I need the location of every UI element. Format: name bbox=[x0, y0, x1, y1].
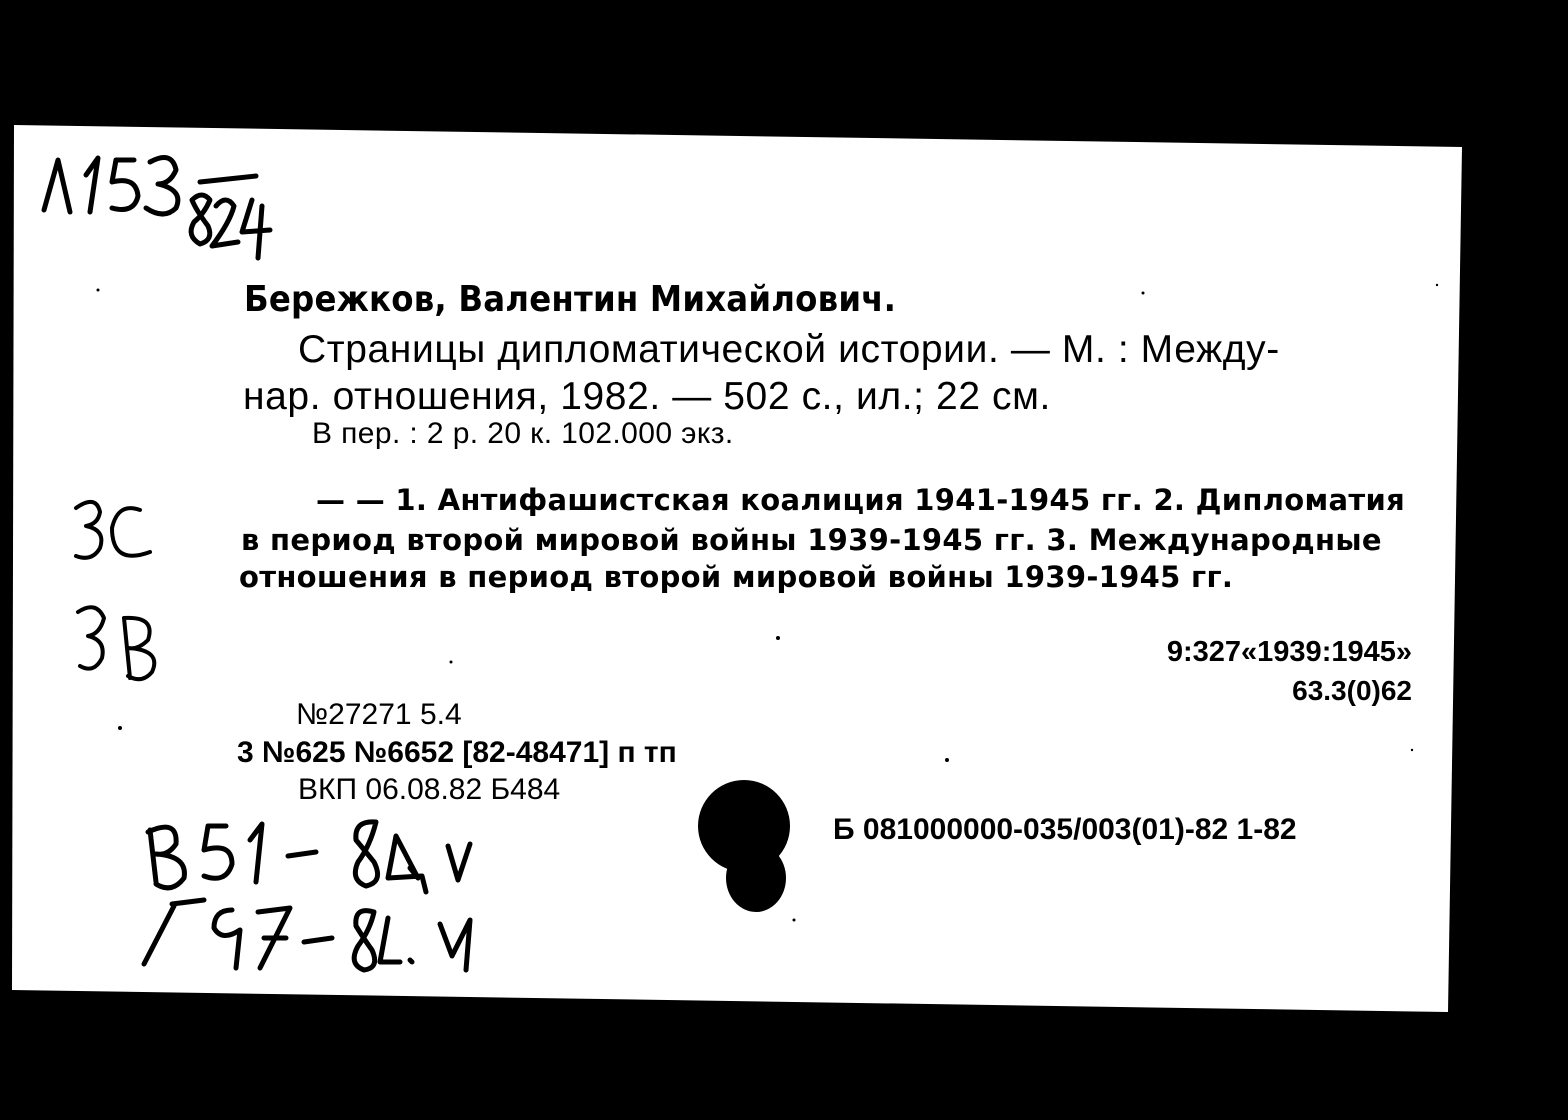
margin-note-3c bbox=[76, 502, 150, 558]
price-line: В пер. : 2 р. 20 к. 102.000 экз. bbox=[312, 417, 734, 450]
bottom-handwritten-notes bbox=[144, 822, 470, 970]
card-number-line-1: №27271 5.4 bbox=[296, 698, 462, 731]
subjects-line-1: — — 1. Антифашистская коалиция 1941-1945 гг. 2. Дипломатия bbox=[316, 483, 1406, 517]
card-number-line-3: ВКП 06.08.82 Б484 bbox=[298, 773, 561, 806]
bbk-code: 63.3(0)62 bbox=[1292, 675, 1412, 706]
card-number-line-2: 3 №625 №6652 [82-48471] п тп bbox=[237, 736, 677, 769]
margin-note-3v bbox=[78, 607, 154, 679]
title-line-2: нар. отношения, 1982. — 502 с., ил.; 22 см. bbox=[243, 375, 1051, 418]
udc-code: 9:327«1939:1945» bbox=[1166, 636, 1412, 668]
subjects-line-3: отношения в период второй мировой войны 1939-1945 гг. bbox=[239, 560, 1234, 594]
author-heading: Бережков, Валентин Михайлович. bbox=[244, 279, 897, 320]
isbn-line: Б 081000000-035/003(01)-82 1-82 bbox=[833, 813, 1297, 846]
title-line-1: Страницы дипломатической истории. — М. : Междy- bbox=[298, 328, 1280, 371]
subjects-line-2: в период второй мировой войны 1939-1945 гг. 3. Международные bbox=[241, 523, 1382, 557]
